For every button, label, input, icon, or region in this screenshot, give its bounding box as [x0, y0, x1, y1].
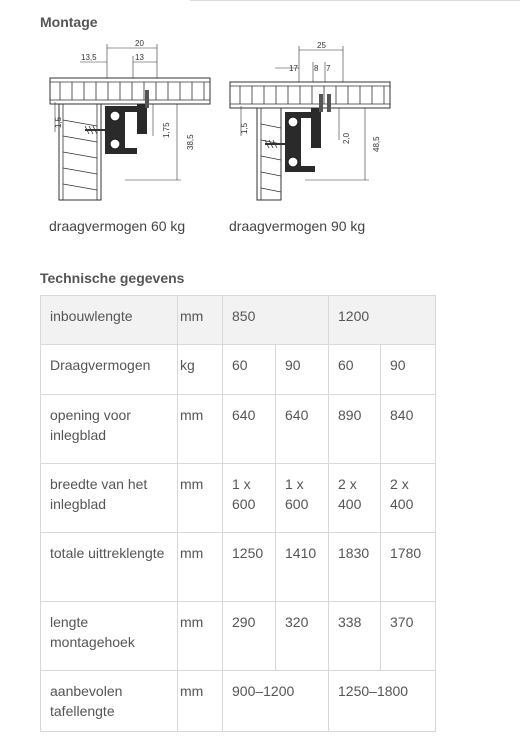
caption-90kg: draagvermogen 90 kg: [229, 218, 366, 234]
dim-2-0: 2,0: [342, 132, 351, 144]
table-row: [41, 395, 436, 464]
cell-value: 890: [329, 395, 381, 464]
mounting-drawing-90kg: [225, 40, 395, 205]
cell-value: 1780: [381, 533, 436, 602]
cell-label: aanbevolen tafellengte: [41, 671, 178, 732]
dim-8: 8: [314, 64, 319, 73]
table-row: [41, 464, 436, 533]
cell-unit: mm: [178, 296, 223, 345]
table-row: [41, 671, 436, 732]
cell-label: lengte montagehoek: [41, 602, 178, 671]
dim-1-75: 1,75: [162, 122, 171, 138]
cell-value: 2 x 400: [381, 464, 436, 533]
cell-value: 290: [223, 602, 276, 671]
top-divider: [190, 0, 520, 1]
cell-unit: kg: [178, 345, 223, 395]
cell-value: 60: [329, 345, 381, 395]
cell-label: Draagvermogen: [41, 345, 178, 395]
dim-1-5: 1,5: [54, 116, 63, 128]
cell-label: opening voor inlegblad: [41, 395, 178, 464]
cell-value: 338: [329, 602, 381, 671]
cell-value: 1250: [223, 533, 276, 602]
table-row: [41, 602, 436, 671]
dim-20: 20: [135, 40, 144, 48]
cell-value: 840: [381, 395, 436, 464]
cell-value: 2 x 400: [329, 464, 381, 533]
cell-value: 90: [276, 345, 329, 395]
cell-group-850: 850: [223, 296, 329, 345]
cell-value: 640: [276, 395, 329, 464]
dim-13-5: 13,5: [81, 53, 97, 62]
cell-value: 370: [381, 602, 436, 671]
cell-unit: mm: [178, 602, 223, 671]
table-row: [41, 345, 436, 395]
cell-value: 1 x 600: [223, 464, 276, 533]
cell-unit: mm: [178, 671, 223, 732]
cell-value: 90: [381, 345, 436, 395]
specs-table: [40, 295, 436, 732]
cell-value: 1830: [329, 533, 381, 602]
dim-25: 25: [317, 41, 326, 50]
cell-value: 1410: [276, 533, 329, 602]
mounting-drawing-60kg: [45, 40, 215, 205]
dim-1-5-right: 1,5: [240, 122, 249, 134]
cell-value: 640: [223, 395, 276, 464]
cell-value: 1 x 600: [276, 464, 329, 533]
cell-group-value: 900–1200: [223, 671, 329, 732]
cell-label: inbouwlengte: [41, 296, 178, 345]
cell-unit: mm: [178, 533, 223, 602]
cell-label: breedte van het inlegblad: [41, 464, 178, 533]
cell-unit: mm: [178, 464, 223, 533]
caption-60kg: draagvermogen 60 kg: [49, 218, 186, 234]
cell-value: 60: [223, 345, 276, 395]
cell-group-1200: 1200: [329, 296, 436, 345]
dim-48-5: 48,5: [372, 136, 381, 152]
cell-group-value: 1250–1800: [329, 671, 436, 732]
dim-13: 13: [135, 53, 144, 62]
dim-17: 17: [289, 64, 298, 73]
table-row-header: [41, 296, 436, 345]
cell-value: 320: [276, 602, 329, 671]
cell-label: totale uittreklengte: [41, 533, 178, 602]
montage-heading: Montage: [40, 14, 98, 30]
dim-38-5: 38,5: [186, 134, 195, 150]
specs-heading: Technische gegevens: [40, 270, 185, 286]
table-row: [41, 533, 436, 602]
cell-unit: mm: [178, 395, 223, 464]
dim-7: 7: [326, 64, 331, 73]
